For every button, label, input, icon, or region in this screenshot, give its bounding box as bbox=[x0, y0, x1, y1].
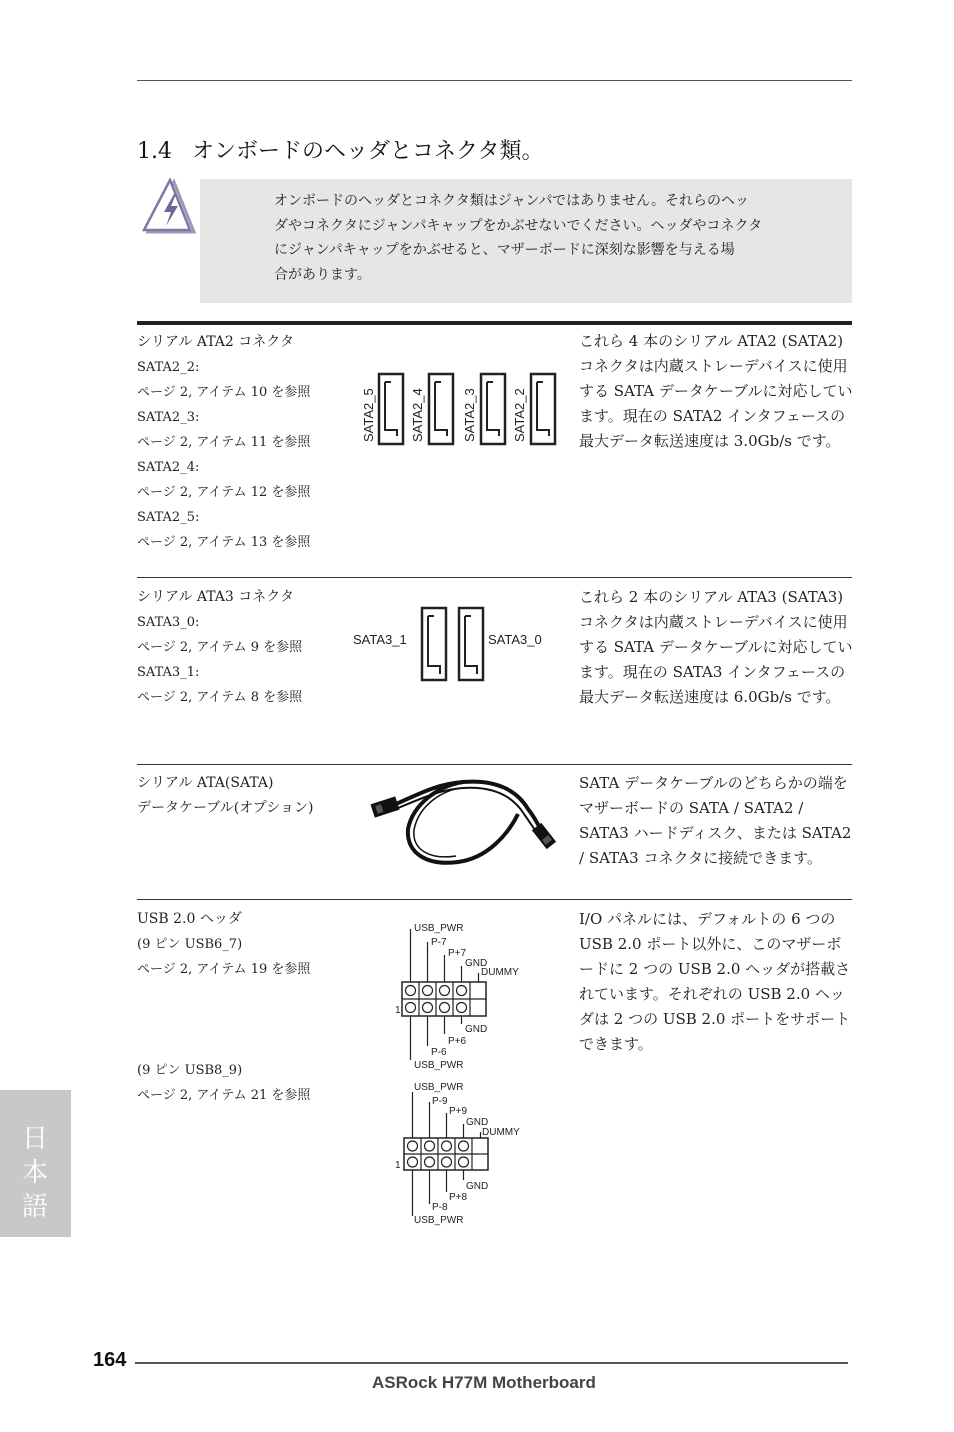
usb-header2-ref: ページ 2, アイテム 21 を参照 bbox=[137, 1088, 311, 1103]
usb1-pin-label: P+7 bbox=[448, 948, 467, 959]
usb1-pin-label: USB_PWR bbox=[414, 923, 464, 934]
sata2-info bbox=[137, 330, 310, 555]
usb1-pin-label: P+6 bbox=[448, 1036, 467, 1047]
sata3-label: SATA3_0 bbox=[488, 632, 542, 647]
sata2-connector-diagram bbox=[355, 368, 560, 450]
sata2-description: これら 4 本のシリアル ATA2 (SATA2) コネクタは内蔵ストレーデバイスに使用する SATA データケーブルに対応しています。現在の SATA2 インタフェースの最大データ転送速度は 3.0Gb/s です。 bbox=[579, 332, 853, 450]
cable-plug-right bbox=[532, 823, 556, 849]
usb1-pin1-label: 1 bbox=[395, 1005, 401, 1016]
usb1-pin-label: GND bbox=[465, 1024, 488, 1035]
warning-line: ダやコネクタにジャンパキャップをかぶせないでください。ヘッダやコネクタ bbox=[274, 217, 763, 234]
warning-line: 合があります。 bbox=[274, 266, 371, 283]
section-rule bbox=[137, 764, 852, 765]
usb1-pin-label: DUMMY bbox=[481, 967, 519, 978]
sata2-item-name: SATA2_2: bbox=[137, 360, 200, 375]
usb2-pin-label: GND bbox=[466, 1117, 489, 1128]
usb2-pin-label: P+9 bbox=[449, 1106, 468, 1117]
page-number: 164 bbox=[93, 1349, 127, 1371]
sata2-item-ref: ページ 2, アイテム 12 を参照 bbox=[137, 485, 311, 500]
sata3-label: SATA3_1 bbox=[353, 632, 407, 647]
sata3-item-ref: ページ 2, アイテム 8 を参照 bbox=[137, 690, 303, 705]
sata2-connector bbox=[481, 374, 505, 444]
usb-title: USB 2.0 ヘッダ bbox=[137, 911, 242, 927]
usb2-pin-label: DUMMY bbox=[482, 1127, 520, 1138]
usb-description: I/O パネルには、デフォルトの 6 つの USB 2.0 ポート以外に、このマザーボードに 2 つの USB 2.0 ヘッダが搭載されています。それぞれの USB 2.0 ヘッダは 2 つの USB 2.0 ポートをサポートできます。 bbox=[579, 910, 851, 1053]
sata2-label: SATA2_5 bbox=[361, 388, 376, 442]
sata3-item-name: SATA3_1: bbox=[137, 665, 200, 680]
usb2-pin-label: USB_PWR bbox=[414, 1215, 464, 1226]
usb-info bbox=[137, 907, 310, 982]
usb2-pin-label: GND bbox=[466, 1181, 489, 1192]
sata-cable-illustration bbox=[368, 774, 558, 874]
sata3-title: シリアル ATA3 コネクタ bbox=[137, 589, 294, 605]
usb-header2-pins: (9 ピン USB8_9) bbox=[137, 1063, 243, 1078]
sata3-connector-diagram bbox=[350, 604, 555, 684]
sata2-title: シリアル ATA2 コネクタ bbox=[137, 334, 294, 350]
usb-header1-ref: ページ 2, アイテム 19 を参照 bbox=[137, 962, 311, 977]
cable-info bbox=[137, 771, 313, 821]
warning-line: にジャンパキャップをかぶせると、マザーボードに深刻な影響を与える場 bbox=[274, 242, 735, 258]
section-title bbox=[137, 134, 544, 165]
sata2-connector bbox=[429, 374, 453, 444]
warning-lightning-icon bbox=[140, 178, 198, 238]
sata3-connector bbox=[459, 608, 483, 680]
thick-rule bbox=[137, 321, 852, 325]
sata3-info bbox=[137, 585, 302, 710]
sata2-label: SATA2_3 bbox=[462, 388, 477, 442]
sata2-item-name: SATA2_4: bbox=[137, 460, 200, 475]
section-number: 1.4 bbox=[137, 139, 172, 164]
sata2-item-ref: ページ 2, アイテム 11 を参照 bbox=[137, 435, 311, 450]
sata3-item-name: SATA3_0: bbox=[137, 615, 200, 630]
sata2-label: SATA2_4 bbox=[410, 388, 425, 442]
cable-subtitle: データケーブル(オプション) bbox=[137, 800, 314, 816]
sata3-description: これら 2 本のシリアル ATA3 (SATA3) コネクタは内蔵ストレーデバイスに使用する SATA データケーブルに対応しています。現在の SATA3 インタフェースの最大データ転送速度は 6.0Gb/s です。 bbox=[579, 588, 853, 706]
usb-header-diagram-2 bbox=[392, 1080, 532, 1228]
usb1-pin-label: P-7 bbox=[431, 937, 447, 948]
sata3-item-ref: ページ 2, アイテム 9 を参照 bbox=[137, 640, 303, 655]
section-heading: オンボードのヘッダとコネクタ類。 bbox=[192, 139, 544, 164]
usb-header-diagram-1 bbox=[392, 918, 532, 1073]
section-rule bbox=[137, 577, 852, 578]
sata2-item-name: SATA2_5: bbox=[137, 510, 200, 525]
usb2-pin1-label: 1 bbox=[395, 1160, 401, 1171]
usb-header1-pins: (9 ピン USB6_7) bbox=[137, 937, 243, 952]
usb1-pin-label: GND bbox=[465, 958, 488, 969]
sata3-connector bbox=[422, 608, 446, 680]
cable-title: シリアル ATA(SATA) bbox=[137, 775, 274, 791]
warning-text bbox=[274, 189, 794, 287]
top-rule bbox=[137, 80, 852, 81]
sata2-item-ref: ページ 2, アイテム 13 を参照 bbox=[137, 535, 311, 550]
section-rule bbox=[137, 899, 852, 900]
usb2-pin-label: USB_PWR bbox=[414, 1082, 464, 1093]
sata2-connector bbox=[379, 374, 403, 444]
sata2-item-ref: ページ 2, アイテム 10 を参照 bbox=[137, 385, 311, 400]
usb2-pin-label: P+8 bbox=[449, 1192, 468, 1203]
sata2-item-name: SATA2_3: bbox=[137, 410, 200, 425]
sata2-connector bbox=[531, 374, 555, 444]
footer-product: ASRock H77M Motherboard bbox=[372, 1373, 596, 1392]
usb1-pin-label: USB_PWR bbox=[414, 1060, 464, 1071]
cable-plug-left bbox=[370, 796, 399, 817]
usb1-pin-label: P-6 bbox=[431, 1047, 447, 1058]
cable-description: SATA データケーブルのどちらかの端をマザーボードの SATA / SATA2 / SATA3 ハードディスク、または SATA2 / SATA3 コネクタに接続できます。 bbox=[579, 774, 852, 867]
language-tab-label: 日本語 bbox=[21, 1124, 48, 1222]
footer-rule bbox=[135, 1362, 848, 1364]
usb-info-2 bbox=[137, 1058, 310, 1108]
usb2-pin-label: P-8 bbox=[432, 1202, 448, 1213]
usb2-pin-label: P-9 bbox=[432, 1096, 448, 1107]
sata2-label: SATA2_2 bbox=[512, 388, 527, 442]
warning-line: オンボードのヘッダとコネクタ類はジャンパではありません。それらのヘッ bbox=[274, 193, 750, 209]
